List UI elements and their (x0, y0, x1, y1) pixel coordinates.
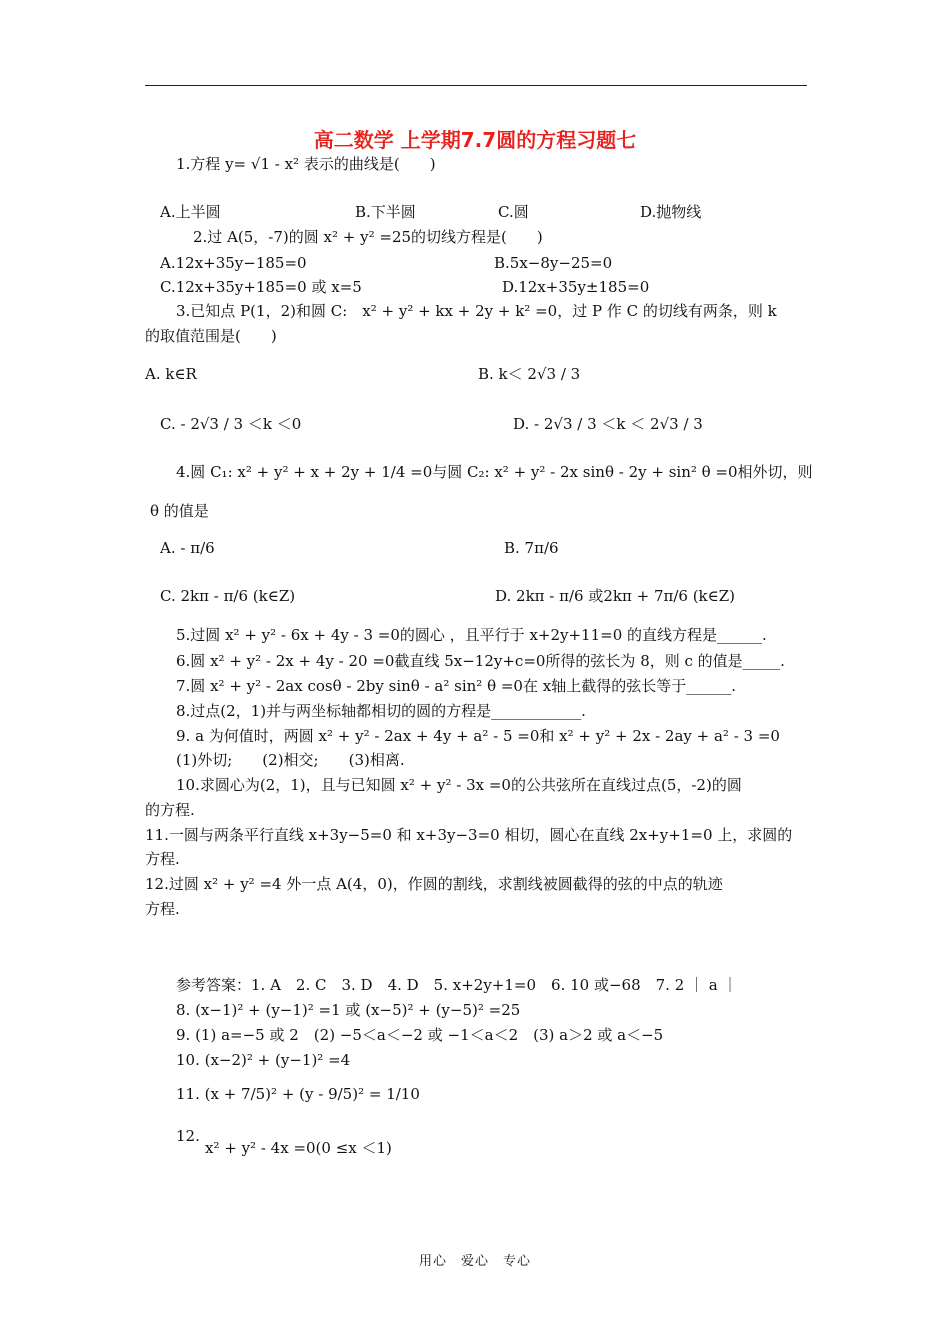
text-line: 4.圆 C₁: x² + y² + x + 2y + 1/4 =0与圆 C₂: x² + y² - 2x sinθ - 2y + sin² θ =0相外切，则 (176, 463, 813, 481)
text-line: 8.过点(2，1)并与两坐标轴都相切的圆的方程是____________. (176, 702, 586, 720)
text-line: 2.过 A(5，-7)的圆 x² + y² =25的切线方程是( ) (193, 228, 543, 246)
text-line: D.抛物线 (640, 203, 702, 221)
text-line: (1)外切; (2)相交; (3)相离. (176, 751, 405, 769)
text-line: 的方程. (145, 801, 195, 819)
text-line: B.5x−8y−25=0 (494, 254, 613, 272)
text-line: C. 2kπ - π/6 (k∈Z) (160, 587, 296, 605)
text-line: 11. (x + 7/5)² + (y - 9/5)² = 1/10 (176, 1085, 420, 1103)
text-line: D. - 2√3 / 3 ＜k ＜ 2√3 / 3 (513, 415, 703, 433)
page-title: 高二数学 上学期7.7圆的方程习题七 (313, 128, 637, 152)
text-line: x² + y² - 4x =0(0 ≤x ＜1) (205, 1139, 392, 1157)
text-line: 3.已知点 P(1，2)和圆 C: x² + y² + kx + 2y + k² =0，过 P 作 C 的切线有两条，则 k (176, 302, 777, 320)
text-line: A. - π/6 (160, 539, 215, 557)
text-line: 11.一圆与两条平行直线 x+3y−5=0 和 x+3y−3=0 相切，圆心在直线 2x+y+1=0 上，求圆的 (145, 826, 793, 844)
text-line: 1.方程 y= √1 - x² 表示的曲线是( ) (176, 155, 436, 173)
text-line: D. 2kπ - π/6 或2kπ + 7π/6 (k∈Z) (495, 587, 736, 605)
text-line: θ 的值是 (150, 502, 209, 520)
text-line: C.圆 (498, 203, 529, 221)
text-line: 7.圆 x² + y² - 2ax cosθ - 2by sinθ - a² sin² θ =0在 x轴上截得的弦长等于______. (176, 677, 736, 695)
text-line: 10. (x−2)² + (y−1)² =4 (176, 1051, 351, 1069)
text-line: 12. (176, 1127, 200, 1145)
text-line: B.下半圆 (355, 203, 416, 221)
text-line: 10.求圆心为(2，1)，且与已知圆 x² + y² - 3x =0的公共弦所在直线过点(5，-2)的圆 (176, 776, 742, 794)
text-line: B. 7π/6 (504, 539, 559, 557)
text-line: D.12x+35y±185=0 (502, 278, 650, 296)
text-line: 5.过圆 x² + y² - 6x + 4y - 3 =0的圆心 ，且平行于 x+2y+11=0 的直线方程是______. (176, 626, 767, 644)
header-rule (145, 85, 807, 86)
page-footer: 用心 爱心 专心 (418, 1254, 531, 1269)
text-line: 参考答案：1. A 2. C 3. D 4. D 5. x+2y+1=0 6. 10 或−68 7. 2 ｜ a ｜ (176, 976, 738, 994)
text-line: 方程. (145, 900, 180, 918)
text-line: 12.过圆 x² + y² =4 外一点 A(4，0)，作圆的割线，求割线被圆截得的弦的中点的轨迹 (145, 875, 723, 893)
text-line: C.12x+35y+185=0 或 x=5 (160, 278, 362, 296)
text-line: 的取值范围是( ) (145, 327, 277, 345)
text-line: C. - 2√3 / 3 ＜k ＜0 (160, 415, 302, 433)
text-line: A.上半圆 (160, 203, 221, 221)
text-line: A.12x+35y−185=0 (160, 254, 307, 272)
text-line: A. k∈R (145, 365, 197, 383)
text-line: B. k＜ 2√3 / 3 (478, 365, 581, 383)
text-line: 8. (x−1)² + (y−1)² =1 或 (x−5)² + (y−5)² =25 (176, 1001, 521, 1019)
text-line: 6.圆 x² + y² - 2x + 4y - 20 =0截直线 5x−12y+c=0所得的弦长为 8，则 c 的值是_____. (176, 652, 785, 670)
text-line: 9. (1) a=−5 或 2 (2) −5＜a＜−2 或 −1＜a＜2 (3) a＞2 或 a＜−5 (176, 1026, 664, 1044)
text-line: 9. a 为何值时，两圆 x² + y² - 2ax + 4y + a² - 5 =0和 x² + y² + 2x - 2ay + a² - 3 =0 (176, 727, 780, 745)
text-line: 方程. (145, 850, 180, 868)
